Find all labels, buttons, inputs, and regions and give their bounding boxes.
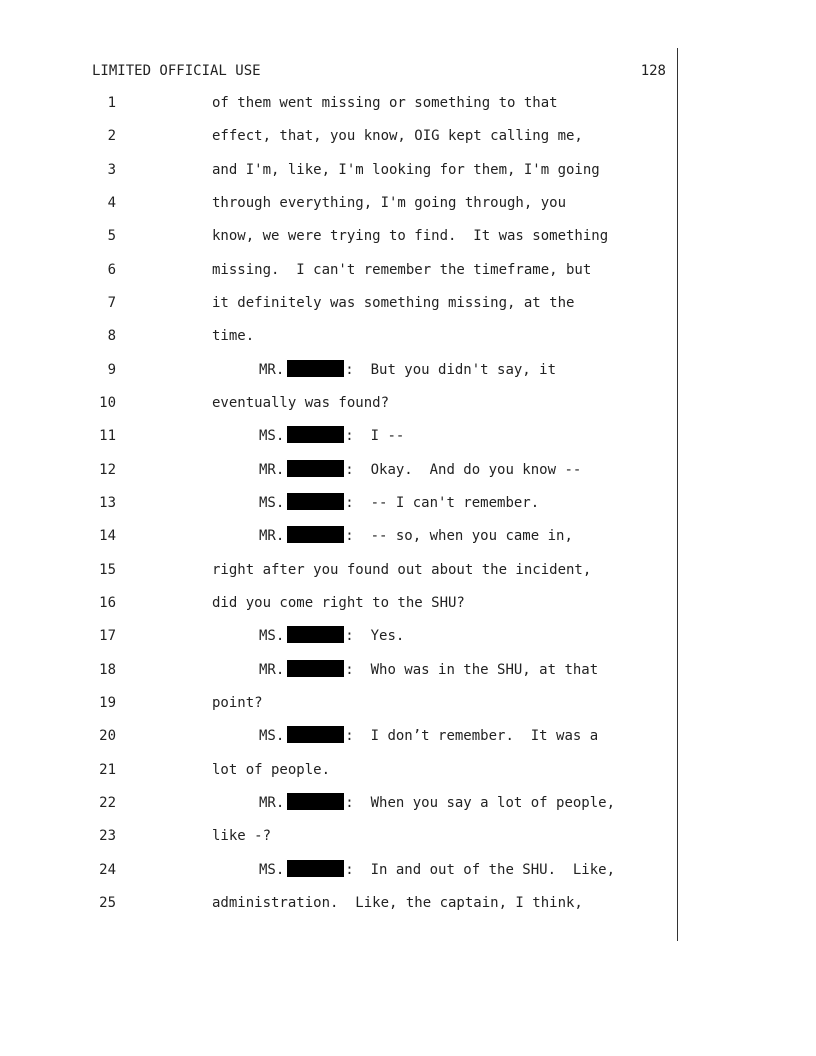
- line-number: 16: [99, 594, 116, 611]
- speaker-label: MR.: [259, 661, 285, 678]
- line-number: 22: [99, 794, 116, 811]
- transcript-line: [0, 460, 676, 493]
- line-text: know, we were trying to find. It was something: [212, 228, 609, 245]
- line-number: 24: [99, 861, 116, 878]
- redaction-box: [287, 626, 344, 643]
- redaction-box: [287, 360, 344, 377]
- line-text: it definitely was something missing, at the: [212, 294, 575, 311]
- spoken-text: : I --: [345, 428, 405, 445]
- spoken-text: : In and out of the SHU. Like,: [345, 861, 616, 878]
- line-number: 5: [107, 228, 116, 245]
- speaker-label: MS.: [259, 861, 285, 878]
- transcript-line: [0, 626, 676, 659]
- line-number: 8: [107, 328, 116, 345]
- transcript-line: [0, 93, 676, 126]
- line-number: 7: [107, 294, 116, 311]
- transcript-line: [0, 426, 676, 459]
- transcript-line: [0, 226, 676, 259]
- line-number: 4: [107, 194, 116, 211]
- speaker-line-text: [259, 793, 615, 813]
- transcript-line: [0, 726, 676, 759]
- right-margin-rule: [677, 48, 678, 941]
- line-text: and I'm, like, I'm looking for them, I'm going: [212, 161, 600, 178]
- speaker-line-text: [259, 860, 615, 880]
- line-number: 25: [99, 894, 116, 911]
- spoken-text: : -- so, when you came in,: [345, 528, 573, 545]
- line-number: 9: [107, 361, 116, 378]
- spoken-text: : Okay. And do you know --: [345, 461, 582, 478]
- transcript-line: [0, 893, 676, 926]
- transcript-line: [0, 526, 676, 559]
- line-text: through everything, I'm going through, you: [212, 194, 567, 211]
- transcript-line: [0, 660, 676, 693]
- redaction-box: [287, 426, 344, 443]
- redaction-box: [287, 493, 344, 510]
- line-number: 19: [99, 694, 116, 711]
- line-number: 11: [99, 428, 116, 445]
- line-number: 14: [99, 528, 116, 545]
- line-text: lot of people.: [212, 761, 331, 778]
- redaction-box: [287, 726, 344, 743]
- line-text: of them went missing or something to that: [212, 95, 558, 111]
- transcript-line: [0, 760, 676, 793]
- speaker-label: MR.: [259, 361, 285, 378]
- transcript-line: [0, 293, 676, 326]
- spoken-text: : But you didn't say, it: [345, 361, 557, 378]
- line-text: did you come right to the SHU?: [212, 594, 465, 611]
- line-text: like -?: [212, 828, 272, 845]
- transcript-line: [0, 326, 676, 359]
- speaker-line-text: [259, 426, 404, 446]
- spoken-text: : Yes.: [345, 628, 405, 645]
- line-text: time.: [212, 328, 255, 345]
- line-text: missing. I can't remember the timeframe, but: [212, 261, 592, 278]
- speaker-label: MS.: [259, 628, 285, 645]
- spoken-text: : Who was in the SHU, at that: [345, 661, 599, 678]
- redaction-box: [287, 526, 344, 543]
- speaker-line-text: [259, 460, 581, 480]
- line-number: 18: [99, 661, 116, 678]
- speaker-label: MR.: [259, 461, 285, 478]
- transcript-line: [0, 260, 676, 293]
- transcript-line: [0, 160, 676, 193]
- line-number: 13: [99, 494, 116, 511]
- transcript-line: [0, 493, 676, 526]
- line-number: 12: [99, 461, 116, 478]
- speaker-line-text: [259, 360, 556, 380]
- spoken-text: : When you say a lot of people,: [345, 794, 616, 811]
- speaker-label: MS.: [259, 494, 285, 511]
- transcript-line: [0, 393, 676, 426]
- line-number: 6: [107, 261, 116, 278]
- line-number: 3: [107, 161, 116, 178]
- line-number: 21: [99, 761, 116, 778]
- transcript-line: [0, 560, 676, 593]
- redaction-box: [287, 860, 344, 877]
- transcript-line: [0, 593, 676, 626]
- transcript-lines: [0, 93, 676, 926]
- transcript-line: [0, 793, 676, 826]
- transcript-line: [0, 193, 676, 226]
- page-number: 128: [640, 63, 666, 79]
- speaker-label: MS.: [259, 428, 285, 445]
- spoken-text: : -- I can't remember.: [345, 494, 540, 511]
- speaker-line-text: [259, 726, 598, 746]
- spoken-text: : I don’t remember. It was a: [345, 728, 599, 745]
- line-number: 17: [99, 628, 116, 645]
- line-number: 23: [99, 828, 116, 845]
- classification-header: LIMITED OFFICIAL USE: [92, 63, 261, 79]
- speaker-line-text: [259, 660, 598, 680]
- line-number: 15: [99, 561, 116, 578]
- redaction-box: [287, 793, 344, 810]
- transcript-line: [0, 360, 676, 393]
- line-text: administration. Like, the captain, I think,: [212, 894, 583, 911]
- line-text: right after you found out about the incident,: [212, 561, 592, 578]
- speaker-line-text: [259, 493, 539, 513]
- line-text: eventually was found?: [212, 394, 390, 411]
- speaker-line-text: [259, 626, 404, 646]
- transcript-line: [0, 860, 676, 893]
- line-number: 2: [107, 128, 116, 145]
- speaker-label: MS.: [259, 728, 285, 745]
- transcript-line: [0, 826, 676, 859]
- line-text: effect, that, you know, OIG kept calling me,: [212, 128, 583, 145]
- line-number: 1: [107, 95, 116, 111]
- line-text: point?: [212, 694, 263, 711]
- transcript-line: [0, 693, 676, 726]
- speaker-label: MR.: [259, 528, 285, 545]
- redaction-box: [287, 660, 344, 677]
- line-number: 20: [99, 728, 116, 745]
- transcript-line: [0, 126, 676, 159]
- redaction-box: [287, 460, 344, 477]
- speaker-label: MR.: [259, 794, 285, 811]
- line-number: 10: [99, 394, 116, 411]
- speaker-line-text: [259, 526, 573, 546]
